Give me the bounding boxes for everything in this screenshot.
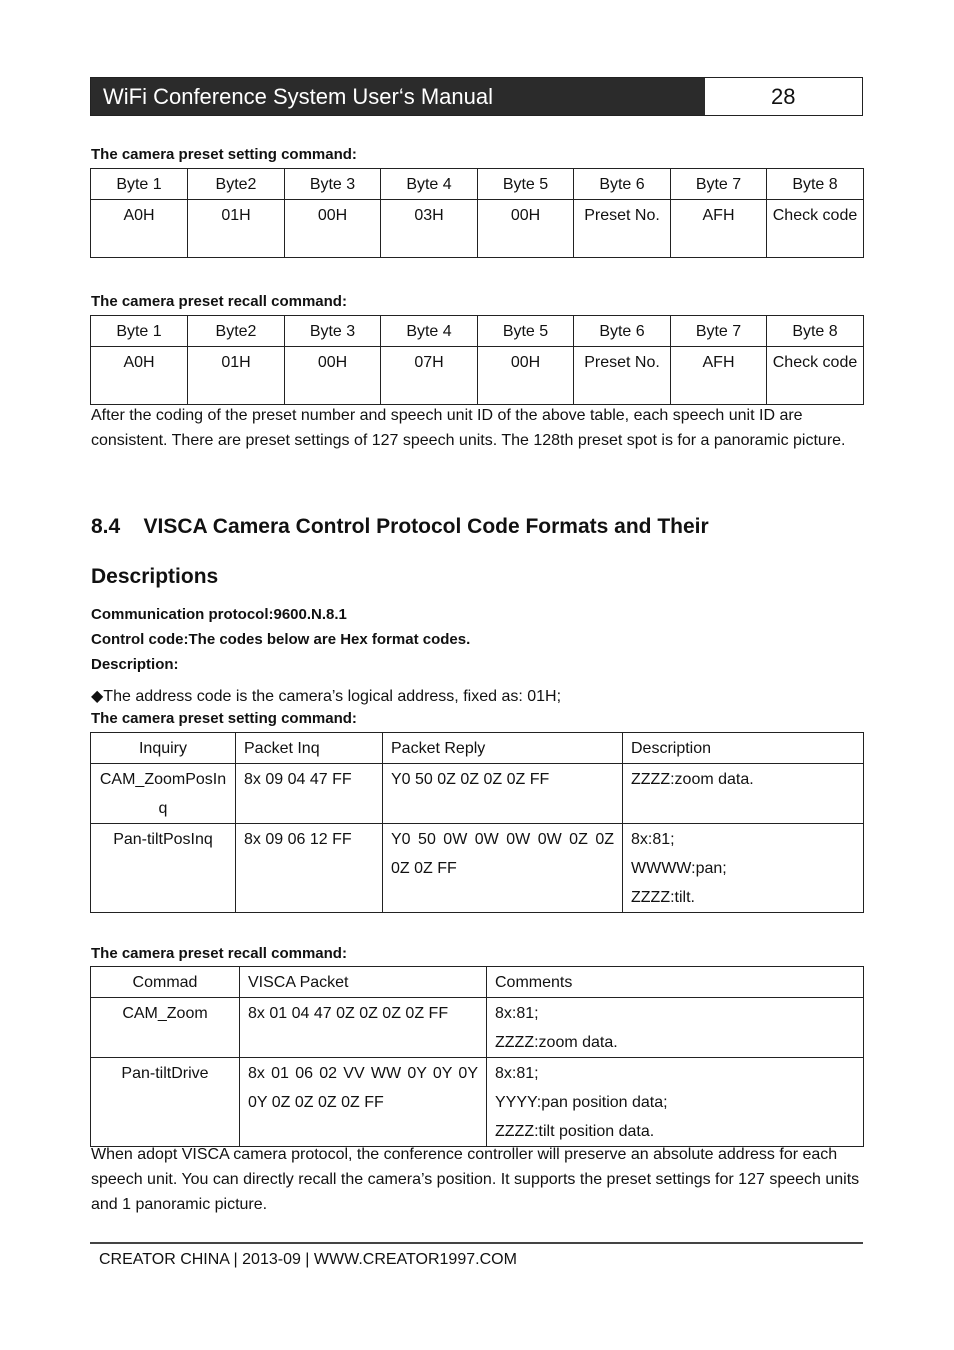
table-row (91, 824, 864, 913)
table-cell: 8x 01 04 47 0Z 0Z 0Z 0Z FF (240, 998, 487, 1058)
table-cell: 8x 09 04 47 FF (236, 764, 383, 824)
visca-setting-table (90, 732, 864, 913)
header-cell: Byte 8 (767, 169, 864, 200)
table-cell: 8x:81; ZZZZ:zoom data. (487, 998, 864, 1058)
section-title: VISCA Camera Control Protocol Code Formats and Their (143, 515, 709, 538)
table-header-row (91, 316, 864, 347)
header-cell: VISCA Packet (240, 967, 487, 998)
table-row (91, 764, 864, 824)
table-row (91, 200, 864, 258)
table-cell: Y0 50 0W 0W 0W 0W 0Z 0Z 0Z 0Z FF (383, 824, 623, 913)
header-cell: Byte 3 (285, 316, 381, 347)
table-cell: 00H (478, 200, 574, 258)
table-cell: 8x:81; WWWW:pan; ZZZZ:tilt. (623, 824, 864, 913)
table-cell: Pan-tiltDrive (91, 1058, 240, 1147)
header-cell: Byte2 (188, 316, 285, 347)
paragraph-visca-note: When adopt VISCA camera protocol, the conference controller will preserve an absolute address for each speech unit. You can directly recall the camera’s position. It supports the preset settings for 127 speech units and 1 panoramic picture. (91, 1146, 860, 1213)
table-cell: 00H (285, 200, 381, 258)
section-heading (91, 515, 709, 539)
manual-title: WiFi Conference System User‘s Manual (91, 78, 705, 115)
table-cell: 01H (188, 200, 285, 258)
header-cell: Byte 1 (91, 316, 188, 347)
preset-recall-heading: The camera preset recall command: (91, 293, 347, 310)
header-cell: Packet Reply (383, 733, 623, 764)
table-cell: 00H (285, 347, 381, 405)
table-cell: Check code (767, 200, 864, 258)
table-cell: CAM_Zoom (91, 998, 240, 1058)
table-cell: Y0 50 0Z 0Z 0Z 0Z FF (383, 764, 623, 824)
page-footer: CREATOR CHINA | 2013-09 | WWW.CREATOR1997.COM (99, 1251, 517, 1268)
table-cell: Preset No. (574, 347, 671, 405)
header-cell: Byte 6 (574, 316, 671, 347)
table-header-row (91, 733, 864, 764)
table-row (91, 347, 864, 405)
header-cell: Byte 8 (767, 316, 864, 347)
table-cell: Pan-tiltPosInq (91, 824, 236, 913)
table-header-row (91, 169, 864, 200)
table-row (91, 998, 864, 1058)
table-cell: 07H (381, 347, 478, 405)
table-cell: 01H (188, 347, 285, 405)
header-cell: Byte2 (188, 169, 285, 200)
preset-setting-table (90, 168, 864, 258)
table-cell: AFH (671, 200, 767, 258)
section-title-continued: Descriptions (91, 565, 219, 588)
header-cell: Byte 5 (478, 169, 574, 200)
description-label: Description: (91, 656, 179, 673)
visca-recall-heading: The camera preset recall command: (91, 945, 347, 962)
header-cell: Commad (91, 967, 240, 998)
header-cell: Packet Inq (236, 733, 383, 764)
header-cell: Comments (487, 967, 864, 998)
paragraph-preset-note: After the coding of the preset number and speech unit ID of the above table, each speech unit ID are consistent. There are preset settings of 127 speech units. The 128th preset spot is for a panoramic picture. (91, 407, 846, 449)
header-cell: Byte 4 (381, 169, 478, 200)
header-cell: Byte 4 (381, 316, 478, 347)
header-cell: Description (623, 733, 864, 764)
page-header (90, 77, 863, 116)
header-cell: Inquiry (91, 733, 236, 764)
preset-setting-heading: The camera preset setting command: (91, 146, 357, 163)
visca-recall-table (90, 966, 864, 1147)
table-cell: 03H (381, 200, 478, 258)
visca-setting-heading: The camera preset setting command: (91, 710, 357, 727)
table-row (91, 1058, 864, 1147)
table-header-row (91, 967, 864, 998)
table-cell: CAM_ZoomPosInq (91, 764, 236, 824)
table-cell: 8x 01 06 02 VV WW 0Y 0Y 0Y 0Y 0Z 0Z 0Z 0Z FF (240, 1058, 487, 1147)
table-cell: 00H (478, 347, 574, 405)
control-code-line: Control code:The codes below are Hex format codes. (91, 631, 471, 648)
address-note: ◆The address code is the camera’s logical address, fixed as: 01H; (91, 688, 562, 705)
table-cell: Preset No. (574, 200, 671, 258)
header-cell: Byte 7 (671, 316, 767, 347)
header-cell: Byte 3 (285, 169, 381, 200)
protocol-line: Communication protocol:9600.N.8.1 (91, 606, 347, 623)
header-cell: Byte 6 (574, 169, 671, 200)
table-cell: A0H (91, 347, 188, 405)
preset-recall-table (90, 315, 864, 405)
header-cell: Byte 1 (91, 169, 188, 200)
footer-divider (90, 1242, 863, 1244)
table-cell: 8x 09 06 12 FF (236, 824, 383, 913)
table-cell: A0H (91, 200, 188, 258)
section-number: 8.4 (91, 515, 121, 538)
table-cell: AFH (671, 347, 767, 405)
table-cell: ZZZZ:zoom data. (623, 764, 864, 824)
header-cell: Byte 7 (671, 169, 767, 200)
header-cell: Byte 5 (478, 316, 574, 347)
table-cell: 8x:81; YYYY:pan position data; ZZZZ:tilt position data. (487, 1058, 864, 1147)
page-number: 28 (771, 84, 796, 109)
table-cell: Check code (767, 347, 864, 405)
